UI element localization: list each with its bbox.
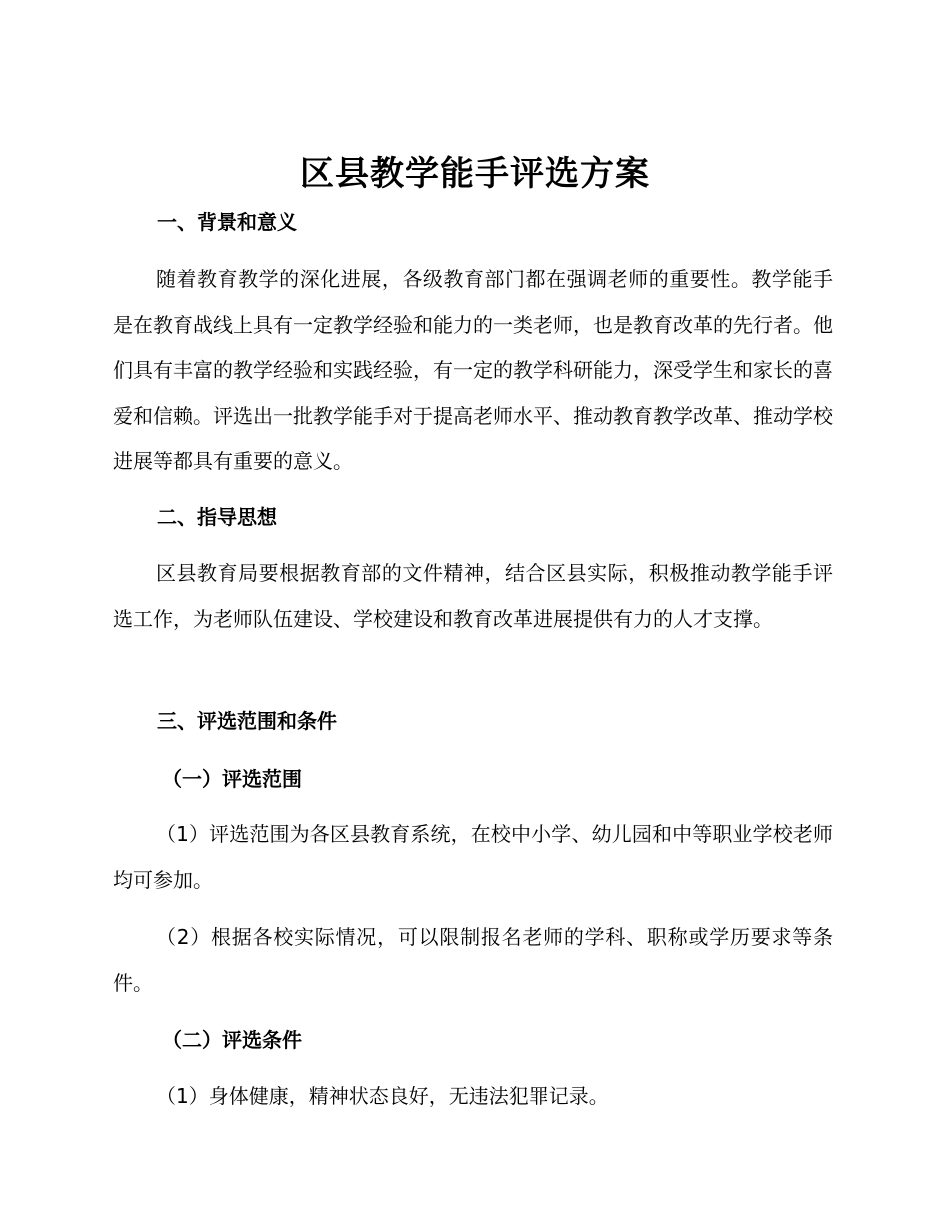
section-heading-guiding-idea: 二、指导思想 xyxy=(157,505,277,529)
scope-item-2: （2）根据各校实际情况，可以限制报名老师的学科、职称或学历要求等条件。 xyxy=(113,925,833,995)
subsection-heading-conditions: （二）评选条件 xyxy=(162,1028,302,1052)
section-paragraph-background: 随着教育教学的深化进展，各级教育部门都在强调老师的重要性。教学能手是在教育战线上具有一定教学经验和能力的一类老师，也是教育改革的先行者。他们具有丰富的教学经验和实践经验，有一定的教学科研能力，深受学生和家长的喜爱和信赖。评选出一批教学能手对于提高老师水平、推动教育教学改革、推动学校进展等都具有重要的意义。 xyxy=(113,267,833,473)
section-heading-background: 一、背景和意义 xyxy=(157,210,297,234)
section-paragraph-guiding-idea: 区县教育局要根据教育部的文件精神，结合区县实际，积极推动教学能手评选工作，为老师队伍建设、学校建设和教育改革进展提供有力的人才支撑。 xyxy=(113,561,833,631)
scope-item-1: （1）评选范围为各区县教育系统，在校中小学、幼儿园和中等职业学校老师均可参加。 xyxy=(113,822,833,892)
subsection-heading-scope: （一）评选范围 xyxy=(162,767,302,791)
section-heading-scope-and-conditions: 三、评选范围和条件 xyxy=(157,709,337,733)
conditions-item-1: （1）身体健康，精神状态良好，无违法犯罪记录。 xyxy=(156,1084,609,1108)
document-title: 区县教学能手评选方案 xyxy=(300,154,650,194)
